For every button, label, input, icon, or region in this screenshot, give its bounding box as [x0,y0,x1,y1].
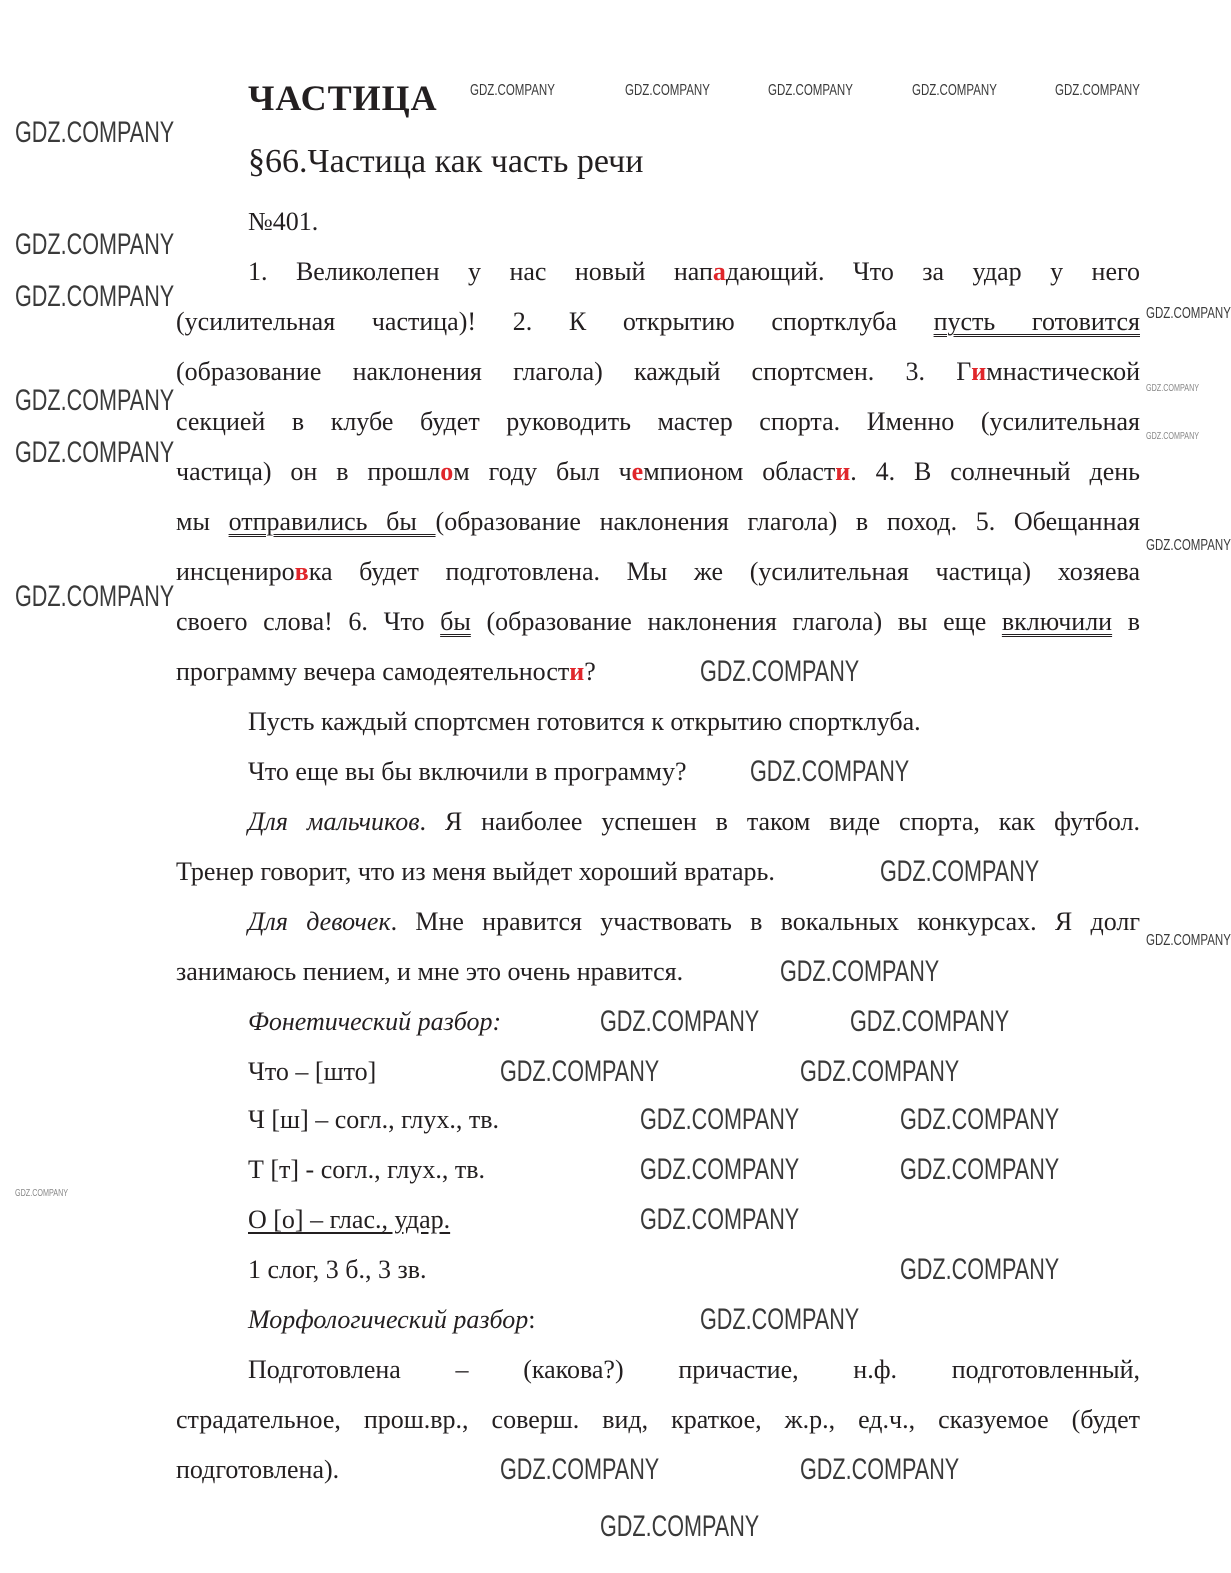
watermark-text: GDZ.COMPANY [15,580,175,613]
text-segment: Что еще вы бы включили в программу? [248,757,687,786]
watermark-text: GDZ.COMPANY [640,1153,800,1186]
text-line [176,452,1140,492]
text-line [176,1400,1140,1440]
watermark-text: GDZ.COMPANY [625,82,710,99]
text-segment: дающий. Что за удар у него [725,257,1140,286]
text-line [248,1150,485,1190]
text-segment: своего слова! 6. Что [176,607,441,636]
text-line [176,952,683,992]
watermark-text: GDZ.COMPANY [912,82,997,99]
highlighted-letter: е [631,457,644,486]
highlighted-letter: и [971,357,987,386]
text-line [248,1052,376,1092]
text-line [248,1100,499,1140]
text-segment: . Я наиболее успешен в таком виде спорта, как футбол. [419,807,1140,836]
text-segment: (усилительная частица)! 2. К открытию спортклуба [176,307,934,336]
watermark-text: GDZ.COMPANY [600,1005,760,1038]
text-segment: частица) он в прошл [176,457,441,486]
highlighted-letter: и [835,457,851,486]
highlighted-letter: о [440,457,454,486]
watermark-text: GDZ.COMPANY [15,436,175,469]
watermark-text: GDZ.COMPANY [1146,932,1231,949]
watermark-text: GDZ.COMPANY [1146,305,1231,322]
watermark-text: GDZ.COMPANY [1146,537,1231,554]
underlined-text: включили [1001,607,1113,636]
exercise-number: №401. [248,207,319,236]
text-segment: мпионом област [643,457,836,486]
text-line [176,852,775,892]
watermark-text: GDZ.COMPANY [880,855,1040,888]
watermark-text: GDZ.COMPANY [15,228,175,261]
highlighted-letter: в [294,557,309,586]
text-segment: Тренер говорит, что из меня выйдет хороший вратарь. [176,857,775,886]
italic-label: Морфологический разбор [248,1305,529,1334]
watermark-text: GDZ.COMPANY [15,384,175,417]
watermark-text: GDZ.COMPANY [640,1103,800,1136]
text-line [248,1300,535,1340]
watermark-text: GDZ.COMPANY [500,1055,660,1088]
text-segment: подготовлена). [176,1455,340,1484]
watermark-text: GDZ.COMPANY [1146,431,1200,442]
text-line [176,352,1140,392]
text-line [176,652,596,692]
text-segment: (образование наклонения глагола) каждый спортсмен. 3. Г [176,357,972,386]
watermark-text: GDZ.COMPANY [15,1188,69,1199]
text-segment: Что – [што] [248,1057,377,1086]
chapter-title: ЧАСТИЦА [248,78,438,118]
highlighted-letter: и [569,657,585,686]
watermark-text: GDZ.COMPANY [640,1203,800,1236]
text-segment: : [528,1305,536,1334]
text-segment: ? [584,657,596,686]
watermark-text: GDZ.COMPANY [1055,82,1140,99]
watermark-text: GDZ.COMPANY [700,655,860,688]
text-line [248,802,1140,842]
watermark-text: GDZ.COMPANY [850,1005,1010,1038]
text-line [176,502,1140,542]
text-segment: страдательное, прош.вр., соверш. вид, краткое, ж.р., ед.ч., сказуемое (будет [176,1405,1140,1434]
watermark-text: GDZ.COMPANY [768,82,853,99]
text-segment: 1. Великолепен у нас новый нап [248,257,713,286]
watermark-text: GDZ.COMPANY [750,755,910,788]
text-line [248,902,1140,942]
text-line [248,1350,1140,1390]
watermark-text: GDZ.COMPANY [1146,383,1200,394]
section-heading: §66.Частица как часть речи [248,143,644,180]
text-line [248,702,921,742]
watermark-text: GDZ.COMPANY [15,116,175,149]
text-line [248,1200,450,1240]
text-line [248,1002,501,1042]
text-line [176,1450,339,1490]
text-segment: . 4. В солнечный день [850,457,1141,486]
watermark-text: GDZ.COMPANY [900,1253,1060,1286]
watermark-text: GDZ.COMPANY [900,1153,1060,1186]
underlined-text: отправились бы [228,507,436,536]
text-segment: секцией в клубе будет руководить мастер спорта. Именно (усилительная [176,407,1140,436]
text-line [176,602,1140,642]
text-segment: . Мне нравится участвовать в вокальных конкурсах. Я долг [390,907,1140,936]
text-segment: Т [т] - согл., глух., тв. [248,1155,486,1184]
text-segment: мы [176,507,229,536]
text-line [176,302,1140,342]
watermark-text: GDZ.COMPANY [800,1453,960,1486]
text-segment: м году был ч [453,457,632,486]
text-segment: занимаюсь пением, и мне это очень нравится. [176,957,684,986]
watermark-text: GDZ.COMPANY [780,955,940,988]
text-segment: в [1112,607,1141,636]
underlined-text: О [о] – глас., удар. [248,1205,451,1234]
watermark-text: GDZ.COMPANY [600,1510,760,1543]
text-segment: инсцениро [176,557,295,586]
highlighted-letter: а [712,257,726,286]
watermark-text: GDZ.COMPANY [15,280,175,313]
watermark-text: GDZ.COMPANY [500,1453,660,1486]
text-line [248,752,687,792]
text-segment: программу вечера самодеятельност [176,657,570,686]
italic-label: Фонетический разбор: [248,1007,502,1036]
watermark-text: GDZ.COMPANY [800,1055,960,1088]
watermark-text: GDZ.COMPANY [900,1103,1060,1136]
text-segment: 1 слог, 3 б., 3 зв. [248,1255,427,1284]
underlined-text: пусть готовится [933,307,1140,336]
text-line [248,1250,427,1290]
text-segment: Пусть каждый спортсмен готовится к открытию спортклуба. [248,707,921,736]
italic-label: Для мальчиков [248,807,420,836]
text-segment: (образование наклонения глагола) вы еще [470,607,1002,636]
text-line [176,402,1140,442]
text-line [248,252,1140,292]
text-segment: (образование наклонения глагола) в поход. 5. Обещанная [435,507,1140,536]
watermark-text: GDZ.COMPANY [700,1303,860,1336]
text-line [176,552,1140,592]
text-segment: Подготовлена – (какова?) причастие, н.ф. подготовленный, [248,1355,1140,1384]
italic-label: Для девочек [248,907,391,936]
text-segment: мнастической [986,357,1140,386]
text-segment: ка будет подготовлена. Мы же (усилительная частица) хозяева [308,557,1140,586]
watermark-text: GDZ.COMPANY [470,82,555,99]
underlined-text: бы [440,607,471,636]
text-segment: Ч [ш] – согл., глух., тв. [248,1105,500,1134]
